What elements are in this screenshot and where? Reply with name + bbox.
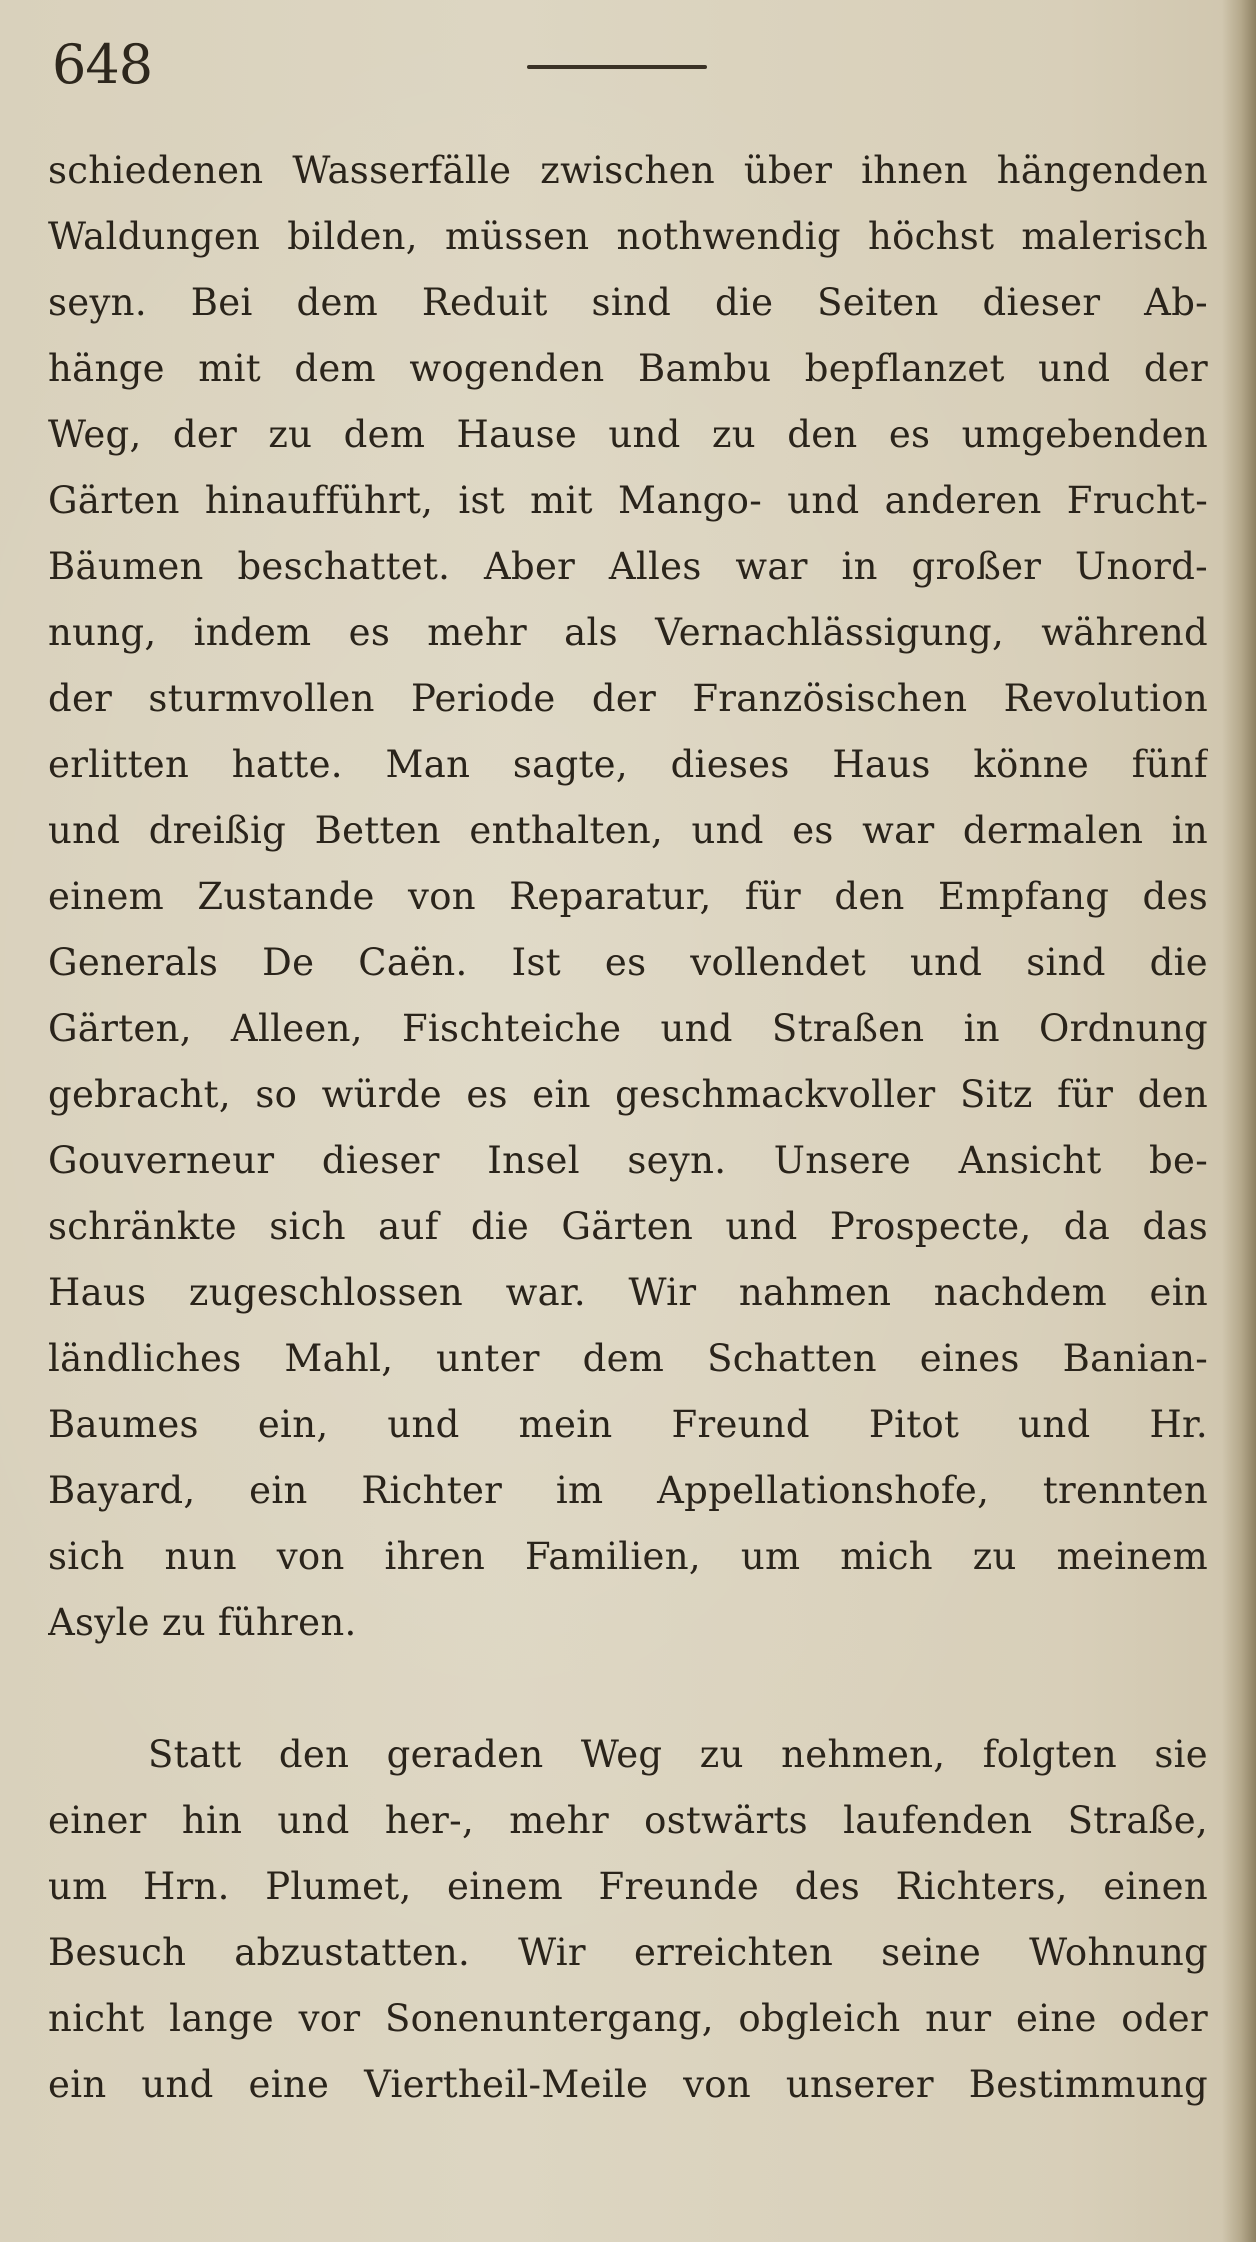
- text-line: Bäumen beschattet. Aber Alles war in großer Unord-: [48, 545, 1208, 588]
- text-line: ländliches Mahl, unter dem Schatten eines Banian-: [48, 1337, 1208, 1380]
- text-line: Gärten hinaufführt, ist mit Mango- und anderen Frucht-: [48, 479, 1208, 522]
- text-line: und dreißig Betten enthalten, und es war dermalen in: [48, 809, 1208, 852]
- page-header: [52, 30, 1202, 100]
- text-line: nicht lange vor Sonenuntergang, obgleich nur eine oder: [48, 1997, 1208, 2040]
- header-rule: [527, 65, 707, 69]
- text-line: erlitten hatte. Man sagte, dieses Haus könne fünf: [48, 743, 1208, 786]
- text-line: Asyle zu führen.: [48, 1601, 357, 1644]
- page-edge-shadow: [1222, 0, 1256, 2242]
- text-line: einer hin und her-, mehr ostwärts laufenden Straße,: [48, 1799, 1208, 1842]
- text-line: Weg, der zu dem Hause und zu den es umgebenden: [48, 413, 1208, 456]
- text-line: Statt den geraden Weg zu nehmen, folgten sie: [148, 1733, 1208, 1776]
- text-line: der sturmvollen Periode der Französischen Revolution: [48, 677, 1208, 720]
- paragraph-1: [48, 138, 1208, 1656]
- text-line: Baumes ein, und mein Freund Pitot und Hr.: [48, 1403, 1208, 1446]
- text-line: nung, indem es mehr als Vernachlässigung, während: [48, 611, 1208, 654]
- text-line: Generals De Caën. Ist es vollendet und sind die: [48, 941, 1208, 984]
- text-line: gebracht, so würde es ein geschmackvoller Sitz für den: [48, 1073, 1208, 1116]
- text-line: schiedenen Wasserfälle zwischen über ihnen hängenden: [48, 149, 1208, 192]
- paragraph-gap: [48, 1656, 1208, 1722]
- text-line: Gouverneur dieser Insel seyn. Unsere Ansicht be-: [48, 1139, 1208, 1182]
- text-line: seyn. Bei dem Reduit sind die Seiten dieser Ab-: [48, 281, 1208, 324]
- text-line: schränkte sich auf die Gärten und Prospecte, da das: [48, 1205, 1208, 1248]
- text-line: Haus zugeschlossen war. Wir nahmen nachdem ein: [48, 1271, 1208, 1314]
- text-line: Besuch abzustatten. Wir erreichten seine Wohnung: [48, 1931, 1208, 1974]
- text-line: Gärten, Alleen, Fischteiche und Straßen in Ordnung: [48, 1007, 1208, 1050]
- text-line: Bayard, ein Richter im Appellationshofe, trennten: [48, 1469, 1208, 1512]
- page-number: 648: [52, 33, 153, 96]
- text-line: um Hrn. Plumet, einem Freunde des Richters, einen: [48, 1865, 1208, 1908]
- text-line: hänge mit dem wogenden Bambu bepflanzet und der: [48, 347, 1208, 390]
- text-line: Waldungen bilden, müssen nothwendig höchst malerisch: [48, 215, 1208, 258]
- body-text: [48, 138, 1208, 2198]
- text-line: einem Zustande von Reparatur, für den Empfang des: [48, 875, 1208, 918]
- text-line: ein und eine Viertheil-Meile von unserer Bestimmung: [48, 2063, 1208, 2106]
- paragraph-2: [48, 1722, 1208, 2118]
- text-line: sich nun von ihren Familien, um mich zu meinem: [48, 1535, 1208, 1578]
